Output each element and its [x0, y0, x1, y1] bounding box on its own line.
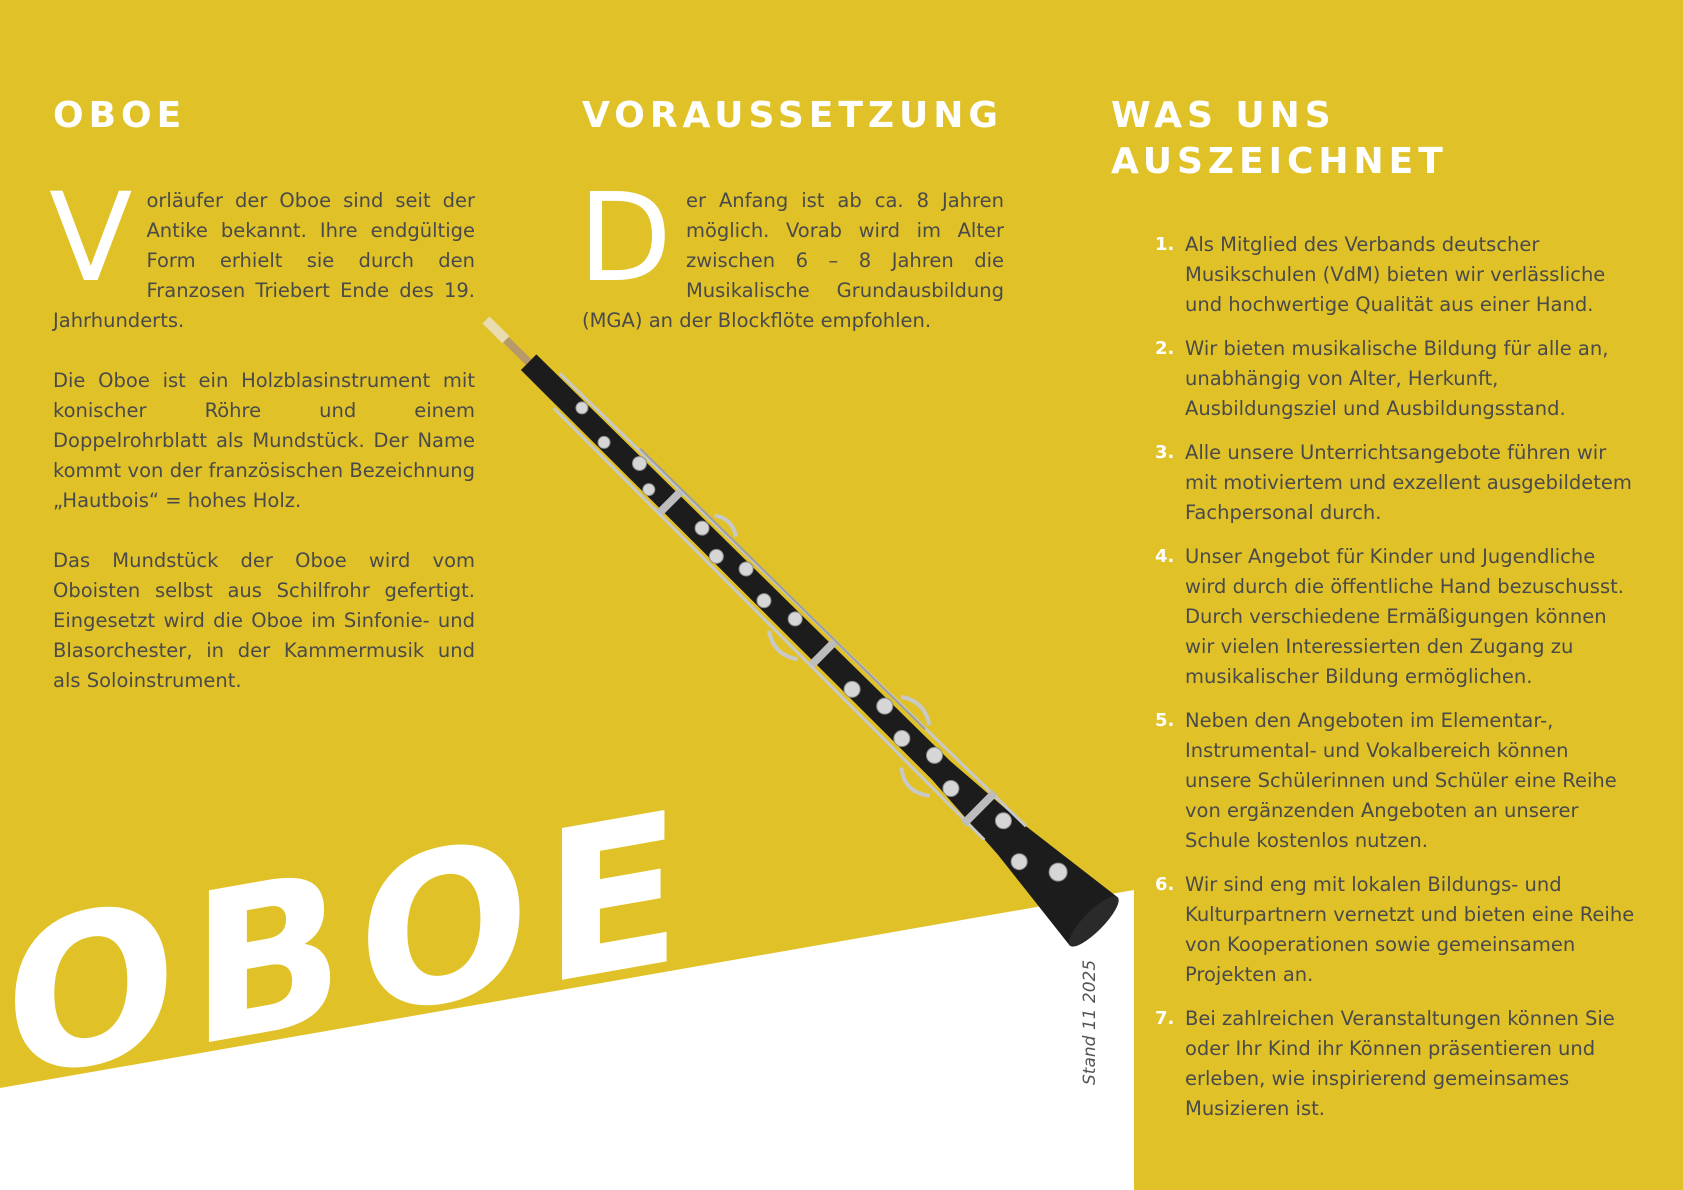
dropcap-d: D — [578, 167, 672, 309]
big-oboe-word-text: OBOE — [5, 762, 696, 1128]
middle-column-text — [578, 167, 1004, 366]
list-item — [1155, 542, 1640, 692]
list-item-number: 7. — [1155, 1008, 1175, 1029]
heading-voraussetzung: VORAUSSETZUNG — [582, 95, 1003, 136]
list-item-number: 5. — [1155, 710, 1175, 731]
list-item — [1155, 1004, 1640, 1124]
list-item — [1155, 870, 1640, 990]
left-paragraph-3: Das Mundstück der Oboe wird vom Oboisten selbst aus Schilfrohr gefertigt. Eingesetzt wird die Oboe im Sinfonie- und Blasorchester, in der Kammermusik und als Soloinstrument. — [53, 549, 475, 692]
list-item — [1155, 706, 1640, 856]
middle-paragraph-1: er Anfang ist ab ca. 8 Jahren möglich. Vorab wird im Alter zwischen 6 – 8 Jahren die Musikalische Grundausbildung (MGA) an der Blockflöte empfohlen. — [582, 189, 1004, 332]
list-item-text: Wir sind eng mit lokalen Bildungs- und Kulturpartnern vernetzt und bieten eine Reihe von Kooperationen sowie gemeinsamen Projekten an. — [1185, 873, 1635, 986]
heading-was-uns-auszeichnet — [1111, 93, 1448, 185]
left-paragraph-1: orläufer der Oboe sind seit der Antike bekannt. Ihre endgültige Form erhielt sie durch den Franzosen Triebert Ende des 19. Jahrhunderts. — [53, 189, 475, 332]
list-item-text: Neben den Angeboten im Elementar-, Instrumental- und Vokalbereich können unsere Schülerinnen und Schüler eine Reihe von ergänzenden Angeboten an unserer Schule kostenlos nutzen. — [1185, 709, 1617, 852]
oboe-reed-staple — [503, 337, 531, 365]
list-item-number: 3. — [1155, 442, 1175, 463]
oboe-reed-tip — [482, 316, 509, 343]
left-paragraph-2: Die Oboe ist ein Holzblasinstrument mit konischer Röhre und einem Doppelrohrblatt als Mundstück. Der Name kommt von der französischen Bezeichnung „Hautbois“ = hohes Holz. — [53, 369, 475, 512]
stand-date-label: Stand 11 2025 — [1080, 959, 1100, 1085]
feature-list — [1155, 230, 1640, 1138]
list-item-number: 4. — [1155, 546, 1175, 567]
list-item-number: 2. — [1155, 338, 1175, 359]
list-item-text: Bei zahlreichen Veranstaltungen können Sie oder Ihr Kind ihr Können präsentieren und erleben, wie inspirierend gemeinsames Musizieren ist. — [1185, 1007, 1615, 1120]
heading-line-2: AUSZEICHNET — [1111, 141, 1448, 182]
list-item-text: Alle unsere Unterrichtsangebote führen wir mit motiviertem und exzellent ausgebildetem Fachpersonal durch. — [1185, 441, 1632, 524]
list-item-number: 1. — [1155, 234, 1175, 255]
oboe-body — [505, 338, 1118, 946]
list-item — [1155, 334, 1640, 424]
list-item-text: Wir bieten musikalische Bildung für alle an, unabhängig von Alter, Herkunft, Ausbildungsziel und Ausbildungsstand. — [1185, 337, 1609, 420]
dropcap-v: V — [49, 167, 133, 309]
heading-oboe: OBOE — [53, 95, 187, 136]
list-item-text: Als Mitglied des Verbands deutscher Musikschulen (VdM) bieten wir verlässliche und hochwertige Qualität aus einer Hand. — [1185, 233, 1606, 316]
list-item-text: Unser Angebot für Kinder und Jugendliche wird durch die öffentliche Hand bezuschusst. Durch verschiedene Ermäßigungen können wir vielen Interessierten den Zugang zu musikalischer Bildung ermöglichen. — [1185, 545, 1624, 688]
heading-line-1: WAS UNS — [1111, 95, 1336, 136]
list-item-number: 6. — [1155, 874, 1175, 895]
left-column-text — [49, 167, 475, 726]
list-item — [1155, 438, 1640, 528]
list-item — [1155, 230, 1640, 320]
